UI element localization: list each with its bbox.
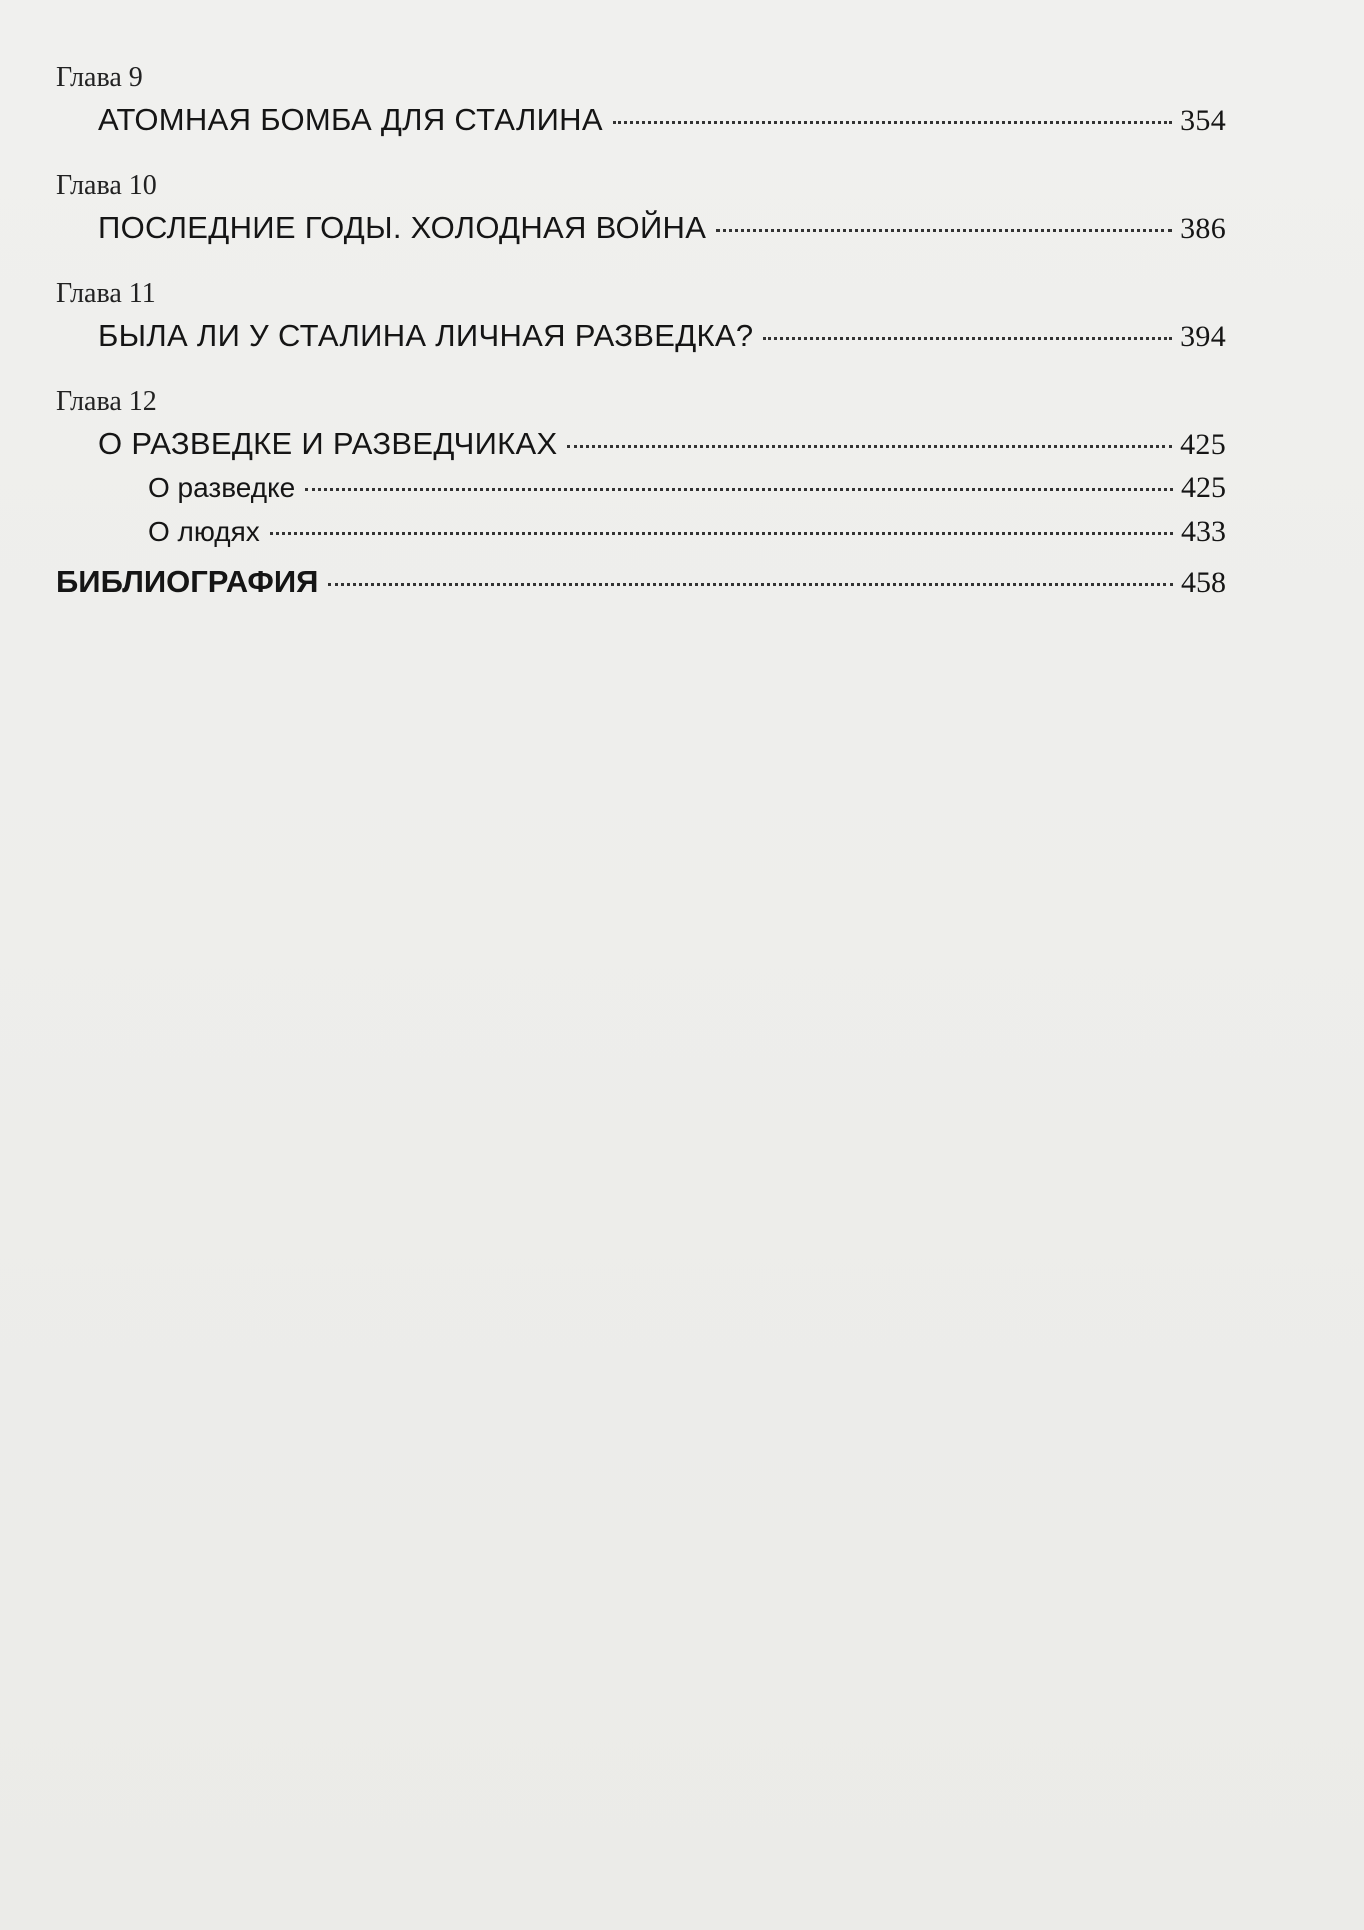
- toc-subentry: [148, 510, 1226, 554]
- dot-leader: [613, 121, 1172, 124]
- table-of-contents: [56, 62, 1226, 604]
- page-number: 458: [1181, 566, 1226, 599]
- page-number: 354: [1180, 104, 1226, 137]
- toc-entry: [98, 98, 1226, 142]
- chapter-11: [56, 278, 1226, 358]
- toc-entry: [98, 422, 1226, 466]
- chapter-title: БЫЛА ЛИ У СТАЛИНА ЛИЧНАЯ РАЗВЕДКА?: [98, 318, 754, 353]
- page-number: 394: [1180, 320, 1226, 353]
- chapter-label: Глава 10: [56, 170, 157, 201]
- chapter-title: О РАЗВЕДКЕ И РАЗВЕДЧИКАХ: [98, 426, 558, 461]
- bibliography-entry: [56, 560, 1226, 604]
- dot-leader: [270, 532, 1173, 535]
- page-number: 433: [1181, 515, 1226, 548]
- chapter-title: АТОМНАЯ БОМБА ДЛЯ СТАЛИНА: [98, 102, 603, 137]
- toc-subentry: [148, 466, 1226, 510]
- chapter-label: Глава 9: [56, 62, 143, 93]
- page-number: 425: [1181, 471, 1226, 504]
- dot-leader: [567, 445, 1172, 448]
- page-number: 386: [1180, 212, 1226, 245]
- dot-leader: [328, 583, 1173, 586]
- chapter-12: [56, 386, 1226, 554]
- chapter-label: Глава 11: [56, 278, 156, 309]
- bibliography-title: БИБЛИОГРАФИЯ: [56, 564, 319, 599]
- chapter-title: ПОСЛЕДНИЕ ГОДЫ. ХОЛОДНАЯ ВОЙНА: [98, 210, 707, 245]
- dot-leader: [763, 337, 1172, 340]
- subsection-title: О людях: [148, 516, 260, 547]
- chapter-9: [56, 62, 1226, 142]
- chapter-10: [56, 170, 1226, 250]
- dot-leader: [305, 488, 1173, 491]
- toc-entry: [98, 314, 1226, 358]
- dot-leader: [716, 229, 1172, 232]
- toc-entry: [98, 206, 1226, 250]
- subsection-title: О разведке: [148, 472, 296, 503]
- chapter-label: Глава 12: [56, 386, 157, 417]
- page-number: 425: [1180, 428, 1226, 461]
